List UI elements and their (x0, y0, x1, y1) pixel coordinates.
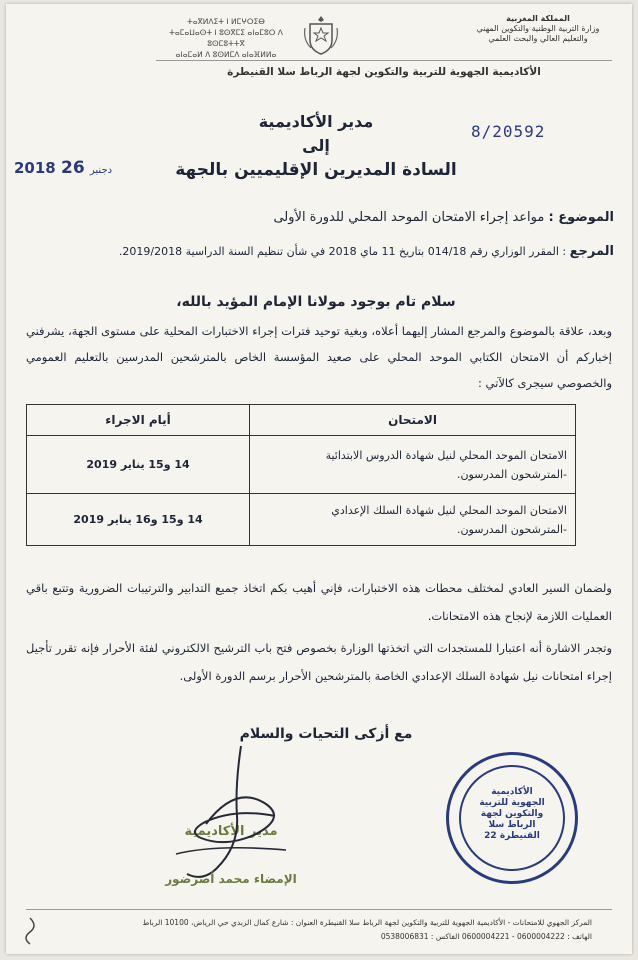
header-days: أيام الاجراء (27, 405, 250, 436)
reference-line (14, 244, 614, 259)
subject-line (24, 210, 614, 225)
reference-label: المرجع (569, 244, 614, 259)
tifinagh-line: ⵜⴰⴳⵍⴷⵉⵜ ⵏ ⵍⵎⵖⵔⵉⴱ (187, 17, 265, 26)
exam-candidates: -المترشحون المدرسون. (456, 522, 567, 536)
table-row (27, 494, 576, 546)
reference-text: : المقرر الوزاري رقم 014/18 بتاريخ 11 ماي 2018 في شأن تنظيم السنة الدراسية 2019/2018. (118, 245, 567, 258)
exam-cell (250, 436, 576, 494)
exam-cell (250, 494, 576, 546)
royal-emblem-icon (302, 14, 340, 58)
date-stamp (14, 158, 112, 178)
to-label: إلى (302, 136, 330, 155)
footer-address: المركز الجهوي للامتحانات - الأكاديمية الجهوية للتربية والتكوين لجهة الرباط سلا القنيطرة العنوان : شارع كمال الزبدي حي الرياض، 10100 الرباط (142, 918, 592, 927)
exam-title: الامتحان الموحد المحلي لنيل شهادة الدروس الابتدائية (325, 448, 567, 462)
kingdom-header (468, 14, 608, 44)
kingdom-line: المملكة المغربية (506, 14, 570, 23)
closing: مع أزكى التحيات والسلام (239, 726, 413, 742)
table-header-row (27, 405, 576, 436)
exam-candidates: -المترشحون المدرسون. (456, 467, 567, 481)
header-exam: الامتحان (250, 405, 576, 436)
ministry-line: وزارة التربية الوطنية والتكوين المهني (476, 24, 600, 33)
exam-title: الامتحان الموحد المحلي لنيل شهادة السلك الإعدادي (331, 503, 567, 517)
ministry-line-2: والتعليم العالي والبحث العلمي (488, 34, 588, 43)
signature-name: الإمضاء محمد أضرضور (165, 872, 297, 886)
table-row (27, 436, 576, 494)
days-cell: 14 و15 و16 يناير 2019 (27, 494, 250, 546)
footer-logo-icon (20, 916, 40, 946)
days-cell: 14 و15 يناير 2019 (27, 436, 250, 494)
subject-text: مواعد إجراء الامتحان الموحد المحلي للدورة الأولى (273, 210, 545, 225)
signature-title: مدير الأكاديمية (184, 824, 278, 839)
letter-page (6, 4, 632, 954)
exam-schedule-table (26, 404, 576, 546)
date-year: 2018 (14, 159, 56, 177)
official-stamp (446, 752, 578, 884)
footer-phone: الهاتف : 0600004222 - 0600004221 الفاكس : 0538006831 (380, 932, 592, 941)
reference-number: 8/20592 (471, 122, 546, 141)
sender-title: مدير الأكاديمية (258, 112, 374, 131)
tifinagh-line-3: ⴰⵏⴰⵎⴰⵍ ⴷ ⵓⵙⵍⵎⴷ ⴰⵏⴰⴼⵍⵍⴰ (175, 50, 277, 59)
intro-paragraph: وبعد، علاقة بالموضوع والمرجع المشار إليهما أعلاه، وبغية توحيد فترات إجراء الاختبارات المحلية على مستوى الجهة، يشرفني إخباركم أن الامتحان الكتابي الموحد المحلي على صعيد المؤسسة الخاص بالمترشحين المدرسين بالتعليم العمومي والخصوصي سيجرى كالآتي : (26, 324, 612, 390)
footer (46, 916, 592, 944)
stamp-text: الأكاديمية الجهوية للتربية والتكوين لجهة الرباط سلا القنيطرة 22 (479, 787, 545, 841)
salutation: سلام تام بوجود مولانا الإمام المؤيد بالله، (176, 294, 456, 310)
paragraph-note: وتجدر الاشارة أنه اعتبارا للمستجدات التي اتخذتها الوزارة بخصوص فتح باب الترشيح الالكتروني لفئة الأحرار فإنه تقرر تأجيل إجراء امتحانات نيل شهادة السلك الإعدادي الخاصة بالمترشحين الأحرار برسم الدورة الأولى. (26, 641, 612, 683)
footer-divider (26, 909, 612, 910)
paragraph-measures: ولضمان السير العادي لمختلف محطات هذه الاختبارات، فإني أهيب بكم اتخاذ جميع التدابير والترتيبات الضرورية وتتبع باقي العمليات اللازمة لإنجاح هذه الامتحانات. (26, 581, 612, 623)
date-month: دجنبر (89, 165, 113, 176)
recipients: السادة المديرين الإقليميين بالجهة (175, 160, 457, 180)
tifinagh-line-2: ⵜⴰⵎⴰⵡⴰⵙⵜ ⵏ ⵓⵙⴳⵎⵉ ⴰⵏⴰⵎⵓⵔ ⴷ ⵓⵙⵎⵓⵜⵜⴳ (169, 28, 283, 48)
tifinagh-header (156, 16, 296, 60)
date-day: 26 (60, 158, 85, 178)
subject-label: الموضوع : (548, 210, 614, 225)
academy-title: الأكاديمية الجهوية للتربية والتكوين لجهة الرباط سلا القنيطرة (227, 66, 541, 78)
header-divider (156, 60, 612, 61)
